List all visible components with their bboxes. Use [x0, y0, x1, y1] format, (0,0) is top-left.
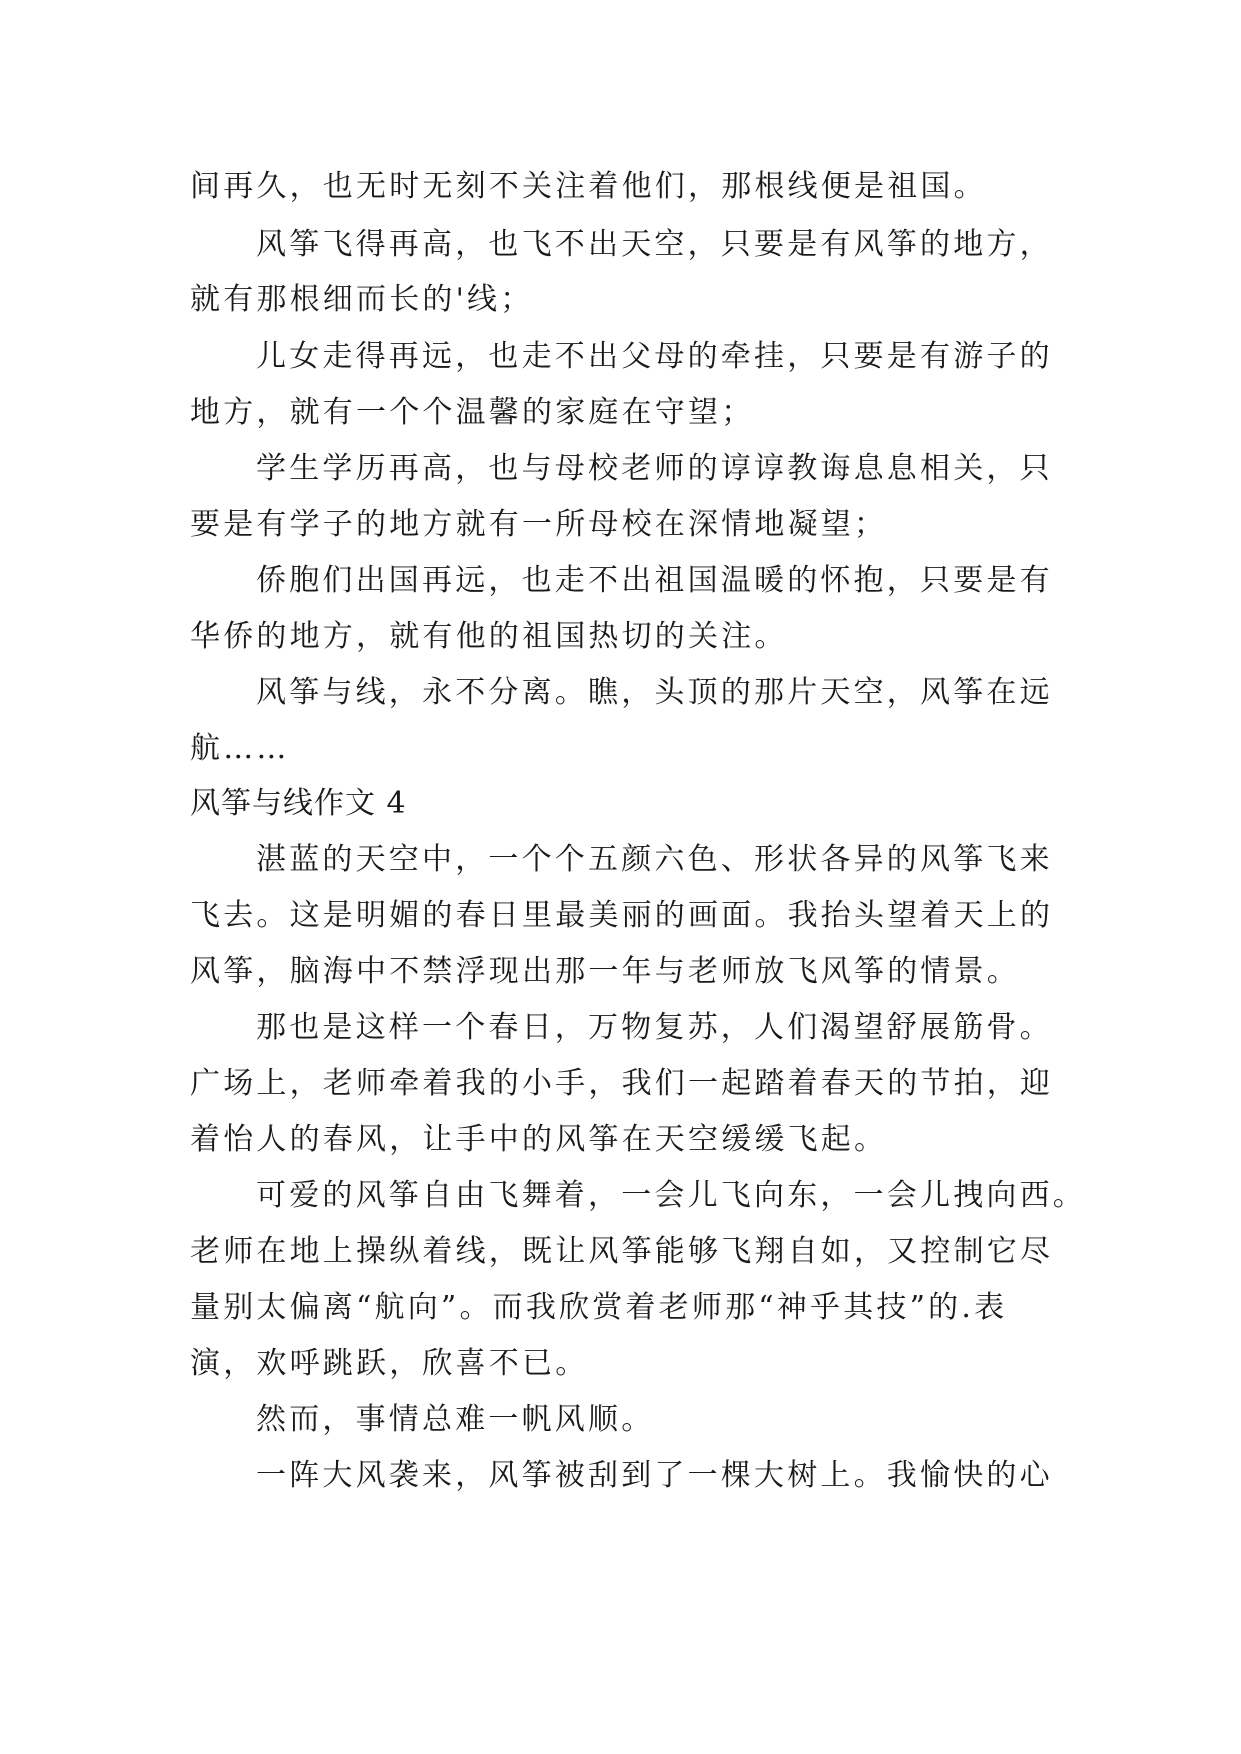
- paragraph-start: 湛蓝的天空中，一个个五颜六色、形状各异的风筝飞来: [256, 842, 1053, 877]
- text-line: 老师在地上操纵着线，既让风筝能够飞翔自如，又控制它尽: [190, 1234, 1054, 1269]
- paragraph-start: 风筝与线，永不分离。瞧，头顶的那片天空，风筝在远: [256, 675, 1053, 710]
- paragraph-start: 风筝飞得再高，也飞不出天空，只要是有风筝的地方，: [256, 227, 1053, 262]
- text-line: 地方，就有一个个温馨的家庭在守望；: [190, 395, 755, 430]
- text-line: 风筝，脑海中不禁浮现出那一年与老师放飞风筝的情景。: [190, 954, 1020, 989]
- paragraph-start: 侨胞们出国再远，也走不出祖国温暖的怀抱，只要是有: [256, 563, 1053, 598]
- text-line: 就有那根细而长的'线；: [190, 282, 534, 317]
- text-line: 要是有学子的地方就有一所母校在深情地凝望；: [190, 507, 888, 542]
- text-line: 飞去。这是明媚的春日里最美丽的画面。我抬头望着天上的: [190, 898, 1054, 933]
- text-line: 航……: [190, 731, 290, 766]
- section-heading: 风筝与线作文 4: [190, 786, 407, 821]
- paragraph-start: 然而，事情总难一帆风顺。: [256, 1402, 655, 1437]
- paragraph-start: 儿女走得再远，也走不出父母的牵挂，只要是有游子的: [256, 339, 1053, 374]
- text-line: 量别太偏离“航向”。而我欣赏着老师那“神乎其技”的.表: [190, 1290, 1008, 1325]
- paragraph-start: 可爱的风筝自由飞舞着，一会儿飞向东，一会儿拽向西。: [256, 1178, 1086, 1213]
- text-line: 着怡人的春风，让手中的风筝在天空缓缓飞起。: [190, 1122, 888, 1157]
- paragraph-start: 一阵大风袭来，风筝被刮到了一棵大树上。我愉快的心: [256, 1458, 1053, 1493]
- text-line: 演，欢呼跳跃，欣喜不已。: [190, 1346, 589, 1381]
- text-line: 间再久，也无时无刻不关注着他们，那根线便是祖国。: [190, 169, 987, 204]
- text-line: 广场上，老师牵着我的小手，我们一起踏着春天的节拍，迎: [190, 1066, 1054, 1101]
- paragraph-start: 学生学历再高，也与母校老师的谆谆教诲息息相关，只: [256, 451, 1053, 486]
- paragraph-start: 那也是这样一个春日，万物复苏，人们渴望舒展筋骨。: [256, 1010, 1053, 1045]
- text-line: 华侨的地方，就有他的祖国热切的关注。: [190, 619, 788, 654]
